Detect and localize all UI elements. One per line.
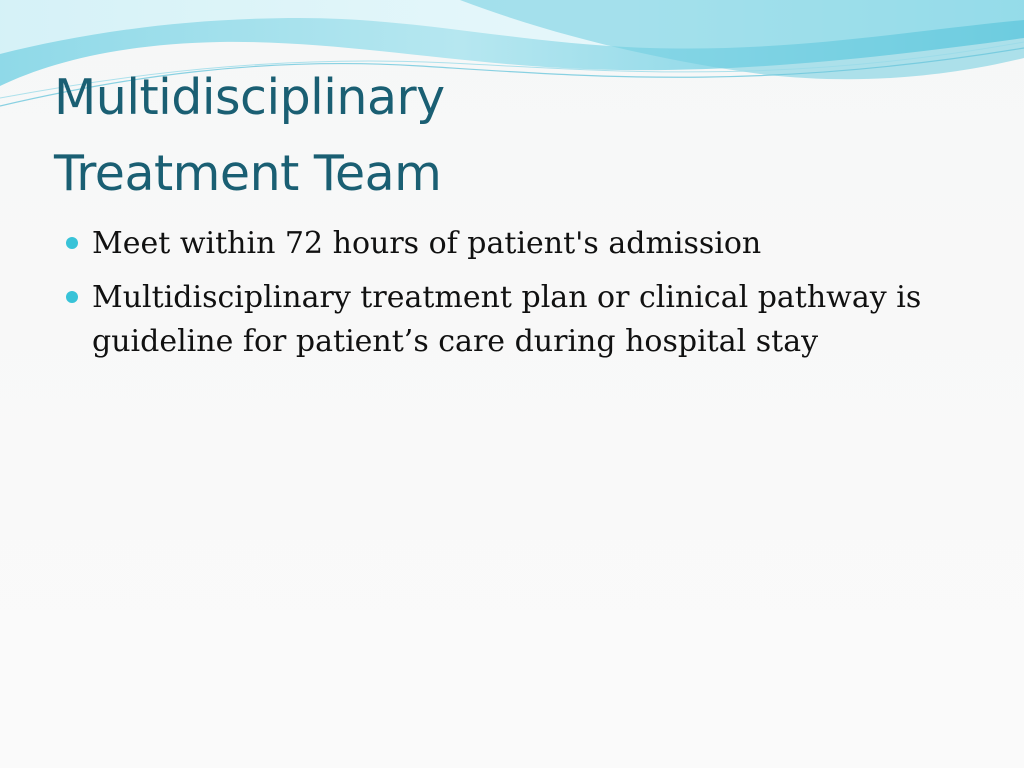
slide-title xyxy=(54,60,954,212)
bullet-item xyxy=(64,222,984,266)
bullet-list xyxy=(64,222,984,374)
bullet-text: Meet within 72 hours of patient's admission xyxy=(92,226,762,261)
bullet-item xyxy=(64,276,984,364)
slide-title-line-1: Multidisciplinary xyxy=(54,69,445,126)
slide-title-line-2: Treatment Team xyxy=(54,145,442,202)
bullet-text: Multidisciplinary treatment plan or clinical pathway is guideline for patient’s care during hospital stay xyxy=(92,280,922,359)
bullet-icon xyxy=(66,237,78,249)
bullet-icon xyxy=(66,291,78,303)
